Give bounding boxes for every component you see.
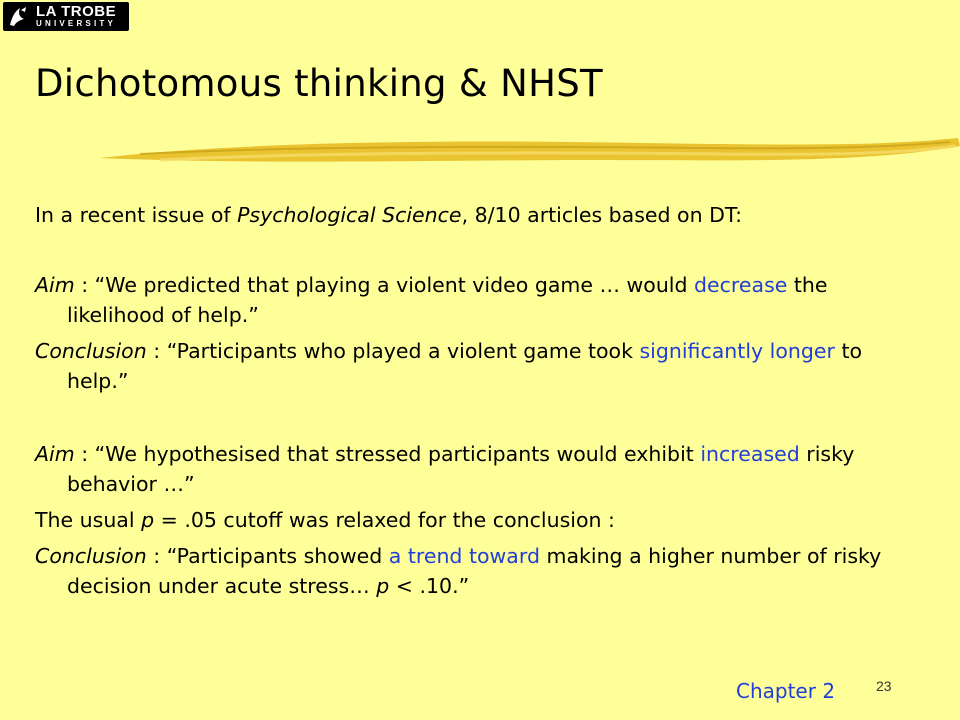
- conclusion-label: Conclusion: [35, 544, 147, 568]
- aim-2: Aim : “We hypothesised that stressed participants would exhibit increased risky behavior …”: [35, 442, 855, 496]
- aim-1: Aim : “We predicted that playing a violent video game … would decrease the likelihood of help.”: [35, 273, 828, 327]
- journal-name: Psychological Science: [237, 203, 462, 227]
- conclusion-2: Conclusion : “Participants showed a trend toward making a higher number of risky decision under acute stress… p < .10.”: [35, 544, 882, 598]
- chapter-label: Chapter 2: [736, 679, 836, 703]
- aim-label: Aim: [35, 273, 75, 297]
- logo-line-1: LA TROBE: [36, 3, 117, 20]
- page-number: 23: [876, 678, 892, 694]
- highlight-text: increased: [700, 442, 800, 466]
- la-trobe-logo: [3, 2, 129, 31]
- slide-title: Dichotomous thinking & NHST: [35, 62, 603, 105]
- university-crest-icon: [6, 5, 30, 28]
- highlight-text: significantly longer: [639, 339, 835, 363]
- logo-line-2: UNIVERSITY: [36, 19, 117, 28]
- aim-label: Aim: [35, 442, 75, 466]
- cutoff-line: The usual p = .05 cutoff was relaxed for the conclusion :: [35, 508, 615, 532]
- intro-line: In a recent issue of Psychological Science, 8/10 articles based on DT:: [35, 203, 743, 227]
- slide-body: [35, 200, 915, 601]
- title-underline-swoosh: [100, 130, 960, 175]
- conclusion-1: Conclusion : “Participants who played a violent game took significantly longer to help.”: [35, 339, 863, 393]
- highlight-text: decrease: [694, 273, 788, 297]
- conclusion-label: Conclusion: [35, 339, 147, 363]
- highlight-text: a trend toward: [388, 544, 540, 568]
